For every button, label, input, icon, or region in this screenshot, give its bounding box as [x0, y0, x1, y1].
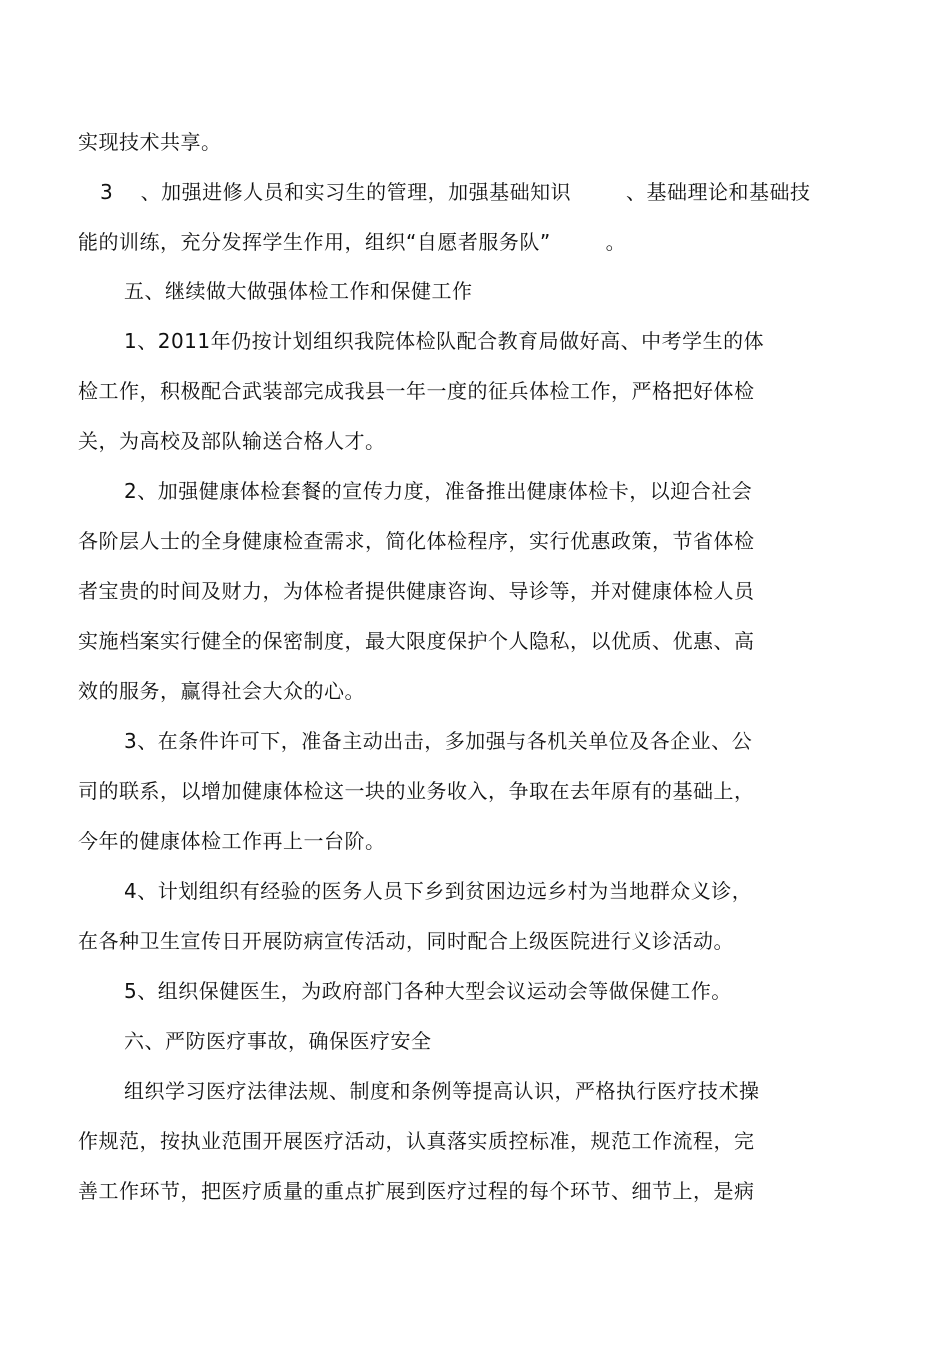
body-line: 司的联系，以增加健康体检这一块的业务收入，争取在去年原有的基础上，	[78, 779, 755, 803]
section-heading: 五、继续做大做强体检工作和保健工作	[124, 279, 473, 303]
body-line: 实施档案实行健全的保密制度，最大限度保护个人隐私，以优质、优惠、高	[78, 629, 755, 653]
body-line: 者宝贵的时间及财力，为体检者提供健康咨询、导诊等，并对健康体检人员	[78, 579, 755, 603]
item-line: 1、2011年仍按计划组织我院体检队配合教育局做好高、中考学生的体	[124, 329, 765, 353]
item-line: 2、加强健康体检套餐的宣传力度，准备推出健康体检卡，以迎合社会	[124, 479, 753, 503]
paragraph-start: 组织学习医疗法律法规、制度和条例等提高认识，严格执行医疗技术操	[124, 1079, 760, 1103]
body-line: 作规范，按执业范围开展医疗活动，认真落实质控标准，规范工作流程，完	[78, 1129, 755, 1153]
body-line: 今年的健康体检工作再上一台阶。	[78, 829, 386, 853]
section-heading: 六、严防医疗事故，确保医疗安全	[124, 1029, 432, 1053]
body-line: 善工作环节，把医疗质量的重点扩展到医疗过程的每个环节、细节上，是病	[78, 1179, 755, 1203]
body-line: 检工作，积极配合武装部完成我县一年一度的征兵体检工作，严格把好体检	[78, 379, 755, 403]
body-line: 能的训练，充分发挥学生作用，组织“自愿者服务队” 。	[78, 230, 627, 254]
item-heading-3: 3 、加强进修人员和实习生的管理，加强基础知识 、基础理论和基础技	[100, 180, 811, 204]
body-line: 各阶层人士的全身健康检查需求，简化体检程序，实行优惠政策，节省体检	[78, 529, 755, 553]
item-line: 5、组织保健医生，为政府部门各种大型会议运动会等做保健工作。	[124, 979, 732, 1003]
body-line: 关，为高校及部队输送合格人才。	[78, 429, 386, 453]
body-line: 效的服务，赢得社会大众的心。	[78, 679, 365, 703]
item-line: 4、计划组织有经验的医务人员下乡到贫困边远乡村为当地群众义诊，	[124, 879, 753, 903]
body-line: 实现技术共享。	[78, 130, 222, 154]
item-line: 3、在条件许可下，准备主动出击，多加强与各机关单位及各企业、公	[124, 729, 753, 753]
body-line: 在各种卫生宣传日开展防病宣传活动，同时配合上级医院进行义诊活动。	[78, 929, 734, 953]
